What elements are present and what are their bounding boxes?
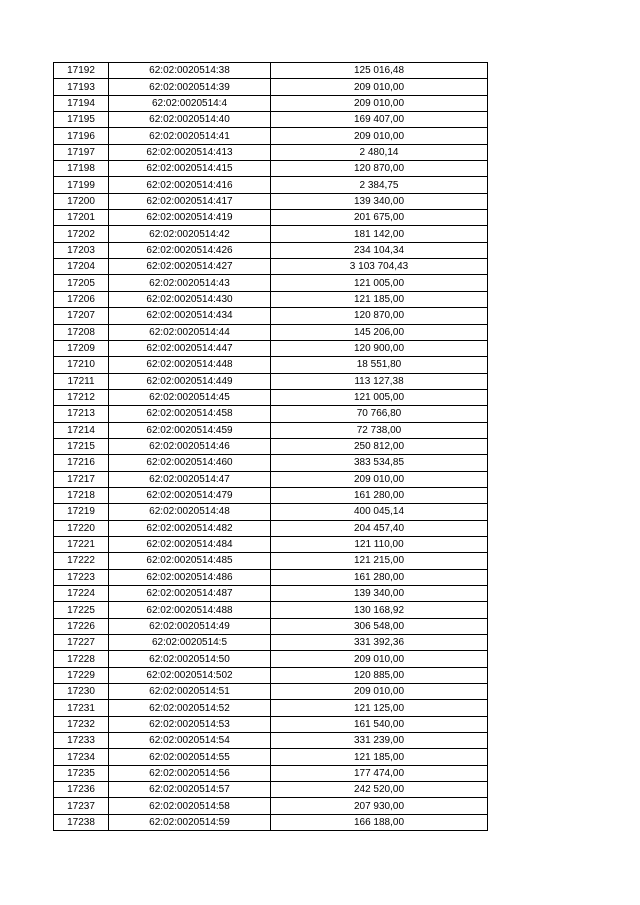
row-number-cell: 17193 [54, 79, 109, 95]
table-row [54, 95, 488, 111]
row-number-cell: 17234 [54, 749, 109, 765]
row-number-cell: 17218 [54, 487, 109, 503]
cadastral-number-cell: 62:02:0020514:460 [109, 455, 271, 471]
cadastral-value-cell: 2 384,75 [271, 177, 488, 193]
cadastral-value-table [53, 62, 488, 831]
cadastral-value-cell: 250 812,00 [271, 438, 488, 454]
cadastral-number-cell: 62:02:0020514:485 [109, 553, 271, 569]
cadastral-number-cell: 62:02:0020514:57 [109, 782, 271, 798]
cadastral-number-cell: 62:02:0020514:58 [109, 798, 271, 814]
cadastral-number-cell: 62:02:0020514:434 [109, 308, 271, 324]
cadastral-number-cell: 62:02:0020514:5 [109, 635, 271, 651]
cadastral-number-cell: 62:02:0020514:47 [109, 471, 271, 487]
cadastral-value-cell: 400 045,14 [271, 504, 488, 520]
cadastral-value-cell: 121 185,00 [271, 749, 488, 765]
table-row [54, 242, 488, 258]
cadastral-number-cell: 62:02:0020514:43 [109, 275, 271, 291]
row-number-cell: 17229 [54, 667, 109, 683]
cadastral-number-cell: 62:02:0020514:45 [109, 389, 271, 405]
table-row [54, 291, 488, 307]
cadastral-number-cell: 62:02:0020514:447 [109, 340, 271, 356]
table-row [54, 635, 488, 651]
row-number-cell: 17197 [54, 144, 109, 160]
table-row [54, 765, 488, 781]
row-number-cell: 17231 [54, 700, 109, 716]
cadastral-value-cell: 209 010,00 [271, 471, 488, 487]
row-number-cell: 17233 [54, 733, 109, 749]
table-row [54, 259, 488, 275]
cadastral-number-cell: 62:02:0020514:55 [109, 749, 271, 765]
cadastral-number-cell: 62:02:0020514:427 [109, 259, 271, 275]
cadastral-value-cell: 161 280,00 [271, 569, 488, 585]
table-row [54, 749, 488, 765]
cadastral-value-cell: 383 534,85 [271, 455, 488, 471]
table-row [54, 373, 488, 389]
row-number-cell: 17236 [54, 782, 109, 798]
table-row [54, 487, 488, 503]
table-row [54, 569, 488, 585]
row-number-cell: 17212 [54, 389, 109, 405]
table-row [54, 618, 488, 634]
cadastral-value-cell: 331 392,36 [271, 635, 488, 651]
row-number-cell: 17201 [54, 210, 109, 226]
table-row [54, 455, 488, 471]
cadastral-number-cell: 62:02:0020514:53 [109, 716, 271, 732]
cadastral-value-cell: 331 239,00 [271, 733, 488, 749]
cadastral-number-cell: 62:02:0020514:448 [109, 357, 271, 373]
cadastral-number-cell: 62:02:0020514:38 [109, 63, 271, 79]
table-row [54, 210, 488, 226]
cadastral-value-cell: 130 168,92 [271, 602, 488, 618]
cadastral-number-cell: 62:02:0020514:426 [109, 242, 271, 258]
row-number-cell: 17198 [54, 161, 109, 177]
table-row [54, 422, 488, 438]
row-number-cell: 17224 [54, 586, 109, 602]
row-number-cell: 17214 [54, 422, 109, 438]
table-row [54, 357, 488, 373]
row-number-cell: 17227 [54, 635, 109, 651]
row-number-cell: 17222 [54, 553, 109, 569]
row-number-cell: 17194 [54, 95, 109, 111]
cadastral-value-cell: 209 010,00 [271, 79, 488, 95]
table-row [54, 602, 488, 618]
row-number-cell: 17199 [54, 177, 109, 193]
cadastral-value-cell: 72 738,00 [271, 422, 488, 438]
cadastral-value-cell: 181 142,00 [271, 226, 488, 242]
cadastral-number-cell: 62:02:0020514:41 [109, 128, 271, 144]
table-row [54, 226, 488, 242]
cadastral-value-cell: 113 127,38 [271, 373, 488, 389]
table-row [54, 667, 488, 683]
cadastral-value-cell: 161 280,00 [271, 487, 488, 503]
cadastral-number-cell: 62:02:0020514:484 [109, 536, 271, 552]
cadastral-value-cell: 234 104,34 [271, 242, 488, 258]
row-number-cell: 17202 [54, 226, 109, 242]
cadastral-number-cell: 62:02:0020514:417 [109, 193, 271, 209]
table-row [54, 716, 488, 732]
cadastral-value-cell: 121 125,00 [271, 700, 488, 716]
cadastral-value-cell: 145 206,00 [271, 324, 488, 340]
table-row [54, 814, 488, 830]
cadastral-number-cell: 62:02:0020514:49 [109, 618, 271, 634]
row-number-cell: 17237 [54, 798, 109, 814]
row-number-cell: 17213 [54, 406, 109, 422]
table-row [54, 684, 488, 700]
row-number-cell: 17192 [54, 63, 109, 79]
row-number-cell: 17206 [54, 291, 109, 307]
row-number-cell: 17216 [54, 455, 109, 471]
row-number-cell: 17228 [54, 651, 109, 667]
row-number-cell: 17196 [54, 128, 109, 144]
row-number-cell: 17200 [54, 193, 109, 209]
cadastral-number-cell: 62:02:0020514:482 [109, 520, 271, 536]
cadastral-value-cell: 120 870,00 [271, 308, 488, 324]
cadastral-value-cell: 121 110,00 [271, 536, 488, 552]
cadastral-number-cell: 62:02:0020514:449 [109, 373, 271, 389]
cadastral-value-cell: 120 885,00 [271, 667, 488, 683]
cadastral-number-cell: 62:02:0020514:54 [109, 733, 271, 749]
cadastral-number-cell: 62:02:0020514:487 [109, 586, 271, 602]
row-number-cell: 17204 [54, 259, 109, 275]
cadastral-value-cell: 121 005,00 [271, 389, 488, 405]
row-number-cell: 17223 [54, 569, 109, 585]
cadastral-value-cell: 18 551,80 [271, 357, 488, 373]
cadastral-value-cell: 207 930,00 [271, 798, 488, 814]
cadastral-number-cell: 62:02:0020514:419 [109, 210, 271, 226]
table-row [54, 128, 488, 144]
cadastral-value-cell: 121 215,00 [271, 553, 488, 569]
row-number-cell: 17219 [54, 504, 109, 520]
cadastral-value-cell: 242 520,00 [271, 782, 488, 798]
cadastral-value-cell: 161 540,00 [271, 716, 488, 732]
table-row [54, 340, 488, 356]
row-number-cell: 17215 [54, 438, 109, 454]
cadastral-number-cell: 62:02:0020514:56 [109, 765, 271, 781]
table-row [54, 798, 488, 814]
table-row [54, 700, 488, 716]
cadastral-value-cell: 177 474,00 [271, 765, 488, 781]
cadastral-value-cell: 209 010,00 [271, 128, 488, 144]
table-row [54, 438, 488, 454]
cadastral-value-cell: 2 480,14 [271, 144, 488, 160]
cadastral-number-cell: 62:02:0020514:48 [109, 504, 271, 520]
cadastral-value-cell: 120 900,00 [271, 340, 488, 356]
row-number-cell: 17211 [54, 373, 109, 389]
cadastral-value-cell: 306 548,00 [271, 618, 488, 634]
cadastral-value-cell: 204 457,40 [271, 520, 488, 536]
table-row [54, 324, 488, 340]
cadastral-value-cell: 169 407,00 [271, 112, 488, 128]
table-body [54, 63, 488, 831]
table-row [54, 471, 488, 487]
row-number-cell: 17225 [54, 602, 109, 618]
cadastral-number-cell: 62:02:0020514:52 [109, 700, 271, 716]
cadastral-number-cell: 62:02:0020514:40 [109, 112, 271, 128]
cadastral-value-cell: 3 103 704,43 [271, 259, 488, 275]
cadastral-number-cell: 62:02:0020514:46 [109, 438, 271, 454]
cadastral-number-cell: 62:02:0020514:430 [109, 291, 271, 307]
row-number-cell: 17207 [54, 308, 109, 324]
table-row [54, 144, 488, 160]
table-row [54, 651, 488, 667]
cadastral-value-cell: 209 010,00 [271, 95, 488, 111]
cadastral-number-cell: 62:02:0020514:44 [109, 324, 271, 340]
row-number-cell: 17226 [54, 618, 109, 634]
row-number-cell: 17205 [54, 275, 109, 291]
cadastral-number-cell: 62:02:0020514:42 [109, 226, 271, 242]
table-row [54, 536, 488, 552]
row-number-cell: 17209 [54, 340, 109, 356]
cadastral-number-cell: 62:02:0020514:4 [109, 95, 271, 111]
cadastral-number-cell: 62:02:0020514:415 [109, 161, 271, 177]
table-row [54, 79, 488, 95]
table-row [54, 177, 488, 193]
row-number-cell: 17210 [54, 357, 109, 373]
row-number-cell: 17235 [54, 765, 109, 781]
cadastral-value-cell: 70 766,80 [271, 406, 488, 422]
table-row [54, 389, 488, 405]
cadastral-number-cell: 62:02:0020514:479 [109, 487, 271, 503]
table-row [54, 193, 488, 209]
row-number-cell: 17217 [54, 471, 109, 487]
row-number-cell: 17232 [54, 716, 109, 732]
table-row [54, 112, 488, 128]
table-row [54, 520, 488, 536]
row-number-cell: 17230 [54, 684, 109, 700]
row-number-cell: 17208 [54, 324, 109, 340]
cadastral-value-cell: 121 185,00 [271, 291, 488, 307]
row-number-cell: 17203 [54, 242, 109, 258]
cadastral-number-cell: 62:02:0020514:488 [109, 602, 271, 618]
table-row [54, 782, 488, 798]
cadastral-value-cell: 209 010,00 [271, 651, 488, 667]
row-number-cell: 17195 [54, 112, 109, 128]
cadastral-number-cell: 62:02:0020514:502 [109, 667, 271, 683]
cadastral-number-cell: 62:02:0020514:413 [109, 144, 271, 160]
cadastral-value-cell: 125 016,48 [271, 63, 488, 79]
cadastral-value-cell: 209 010,00 [271, 684, 488, 700]
cadastral-number-cell: 62:02:0020514:39 [109, 79, 271, 95]
cadastral-value-cell: 121 005,00 [271, 275, 488, 291]
table-row [54, 586, 488, 602]
cadastral-number-cell: 62:02:0020514:416 [109, 177, 271, 193]
cadastral-value-cell: 120 870,00 [271, 161, 488, 177]
cadastral-number-cell: 62:02:0020514:50 [109, 651, 271, 667]
table-row [54, 406, 488, 422]
cadastral-value-cell: 166 188,00 [271, 814, 488, 830]
cadastral-number-cell: 62:02:0020514:59 [109, 814, 271, 830]
cadastral-value-cell: 139 340,00 [271, 586, 488, 602]
row-number-cell: 17220 [54, 520, 109, 536]
row-number-cell: 17238 [54, 814, 109, 830]
cadastral-number-cell: 62:02:0020514:459 [109, 422, 271, 438]
cadastral-value-cell: 139 340,00 [271, 193, 488, 209]
table-row [54, 308, 488, 324]
table-row [54, 733, 488, 749]
cadastral-number-cell: 62:02:0020514:51 [109, 684, 271, 700]
row-number-cell: 17221 [54, 536, 109, 552]
table-row [54, 504, 488, 520]
cadastral-value-cell: 201 675,00 [271, 210, 488, 226]
cadastral-number-cell: 62:02:0020514:458 [109, 406, 271, 422]
table-row [54, 553, 488, 569]
table-row [54, 161, 488, 177]
table-row [54, 275, 488, 291]
cadastral-number-cell: 62:02:0020514:486 [109, 569, 271, 585]
table-row [54, 63, 488, 79]
